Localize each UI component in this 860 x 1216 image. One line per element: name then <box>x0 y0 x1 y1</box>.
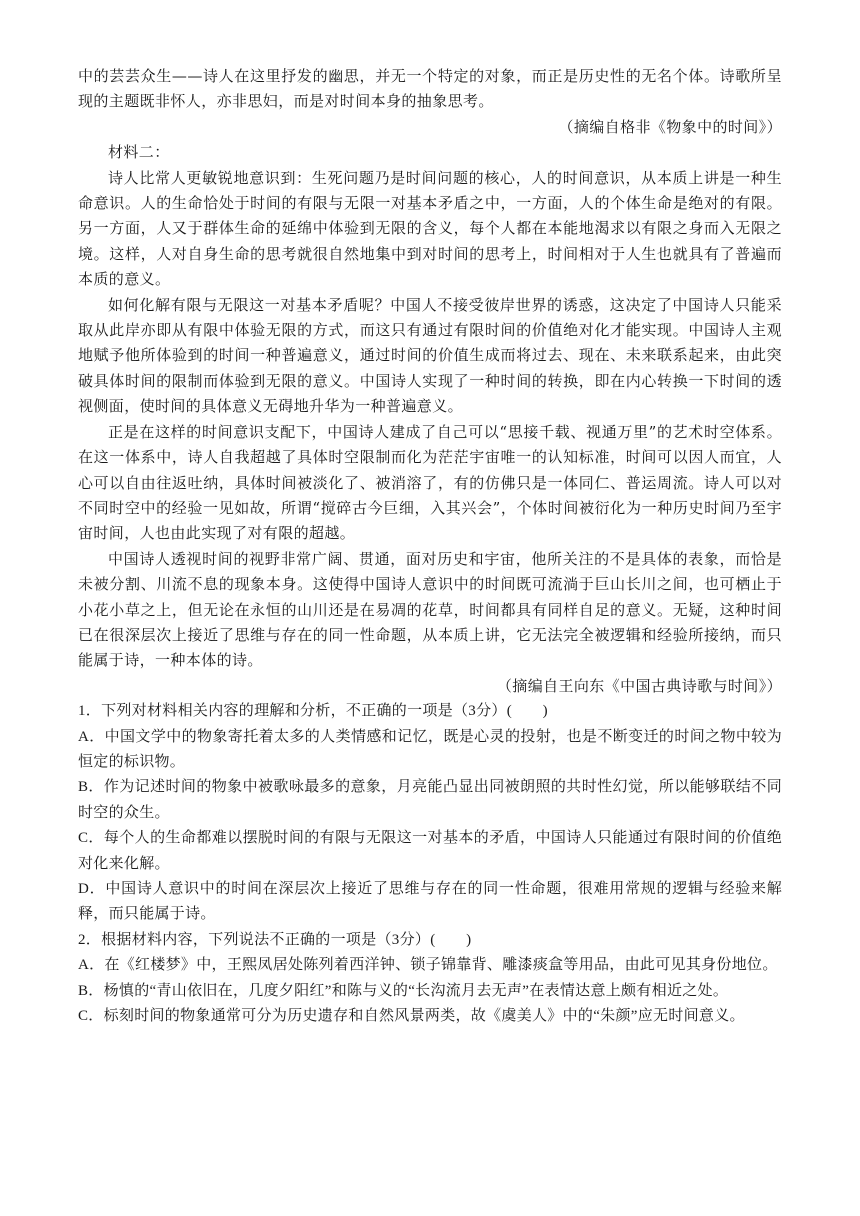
material2-paragraph-3: 正是在这样的时间意识支配下，中国诗人建成了自己可以“思接千载、视通万里”的艺术时空体系。在这一体系中，诗人自我超越了具体时空限制而化为茫茫宇宙唯一的认知标准，时间可以因人而宜，人心可以自由往返吐纳，具体时间被淡化了、被消溶了，有的仿佛只是一体同仁、普运周流。诗人可以对不同时空中的经验一见如故，所谓“搅碎古今巨细，入其兴会”，个体时间被衍化为一种历史时间乃至宇宙时间，人也由此实现了对有限的超越。 <box>78 422 782 543</box>
material2-label: 材料二： <box>108 143 170 162</box>
option-b: B．杨慎的“青山依旧在，几度夕阳红”和陈与义的“长沟流月去无声”在表情达意上颇有相近之处。 <box>78 982 729 999</box>
material2-paragraph-1: 诗人比常人更敏锐地意识到：生死问题乃是时间问题的核心，人的时间意识，从本质上讲是一种生命意识。人的生命恰处于时间的有限与无限一对基本矛盾之中，一方面，人的个体生命是绝对的有限。另一方面，人又于群体生命的延绵中体验到无限的含义，每个人都在本能地渴求以有限之身而入无限之境。这样，人对自身生命的思考就很自然地集中到对时间的思考上，时间相对于人生也就具有了普遍而本质的意义。 <box>78 168 782 289</box>
material2-paragraph-4: 中国诗人透视时间的视野非常广阔、贯通，面对历史和宇宙，他所关注的不是具体的表象，而恰是未被分割、川流不息的现象本身。这使得中国诗人意识中的时间既可流淌于巨山长川之间，也可栖止于小花小草之上，但无论在永恒的山川还是在易凋的花草，时间都具有同样自足的意义。无疑，这种时间已在很深层次上接近了思维与存在的同一性命题，从本质上讲，它无法完全被逻辑和经验所接纳，而只能属于诗，一种本体的诗。 <box>78 549 782 670</box>
option-a: A．在《红楼梦》中，王熙凤居处陈列着西洋钟、锁子锦靠背、雕漆痰盒等用品，由此可见其身份地位。 <box>78 957 778 974</box>
material1-tail-paragraph: 中的芸芸众生——诗人在这里抒发的幽思，并无一个特定的对象，而正是历史性的无名个体。诗歌所呈现的主题既非怀人，亦非思妇，而是对时间本身的抽象思考。 <box>78 67 782 111</box>
option-b: B．作为记述时间的物象中被歌咏最多的意象，月亮能凸显出同被朗照的共时性幻觉，所以能够联结不同时空的众生。 <box>78 779 782 821</box>
question-stem: 1．下列对材料相关内容的理解和分析，不正确的一项是（3分）( ) <box>78 703 548 720</box>
material1-source: （摘编自格非《物象中的时间》） <box>558 117 782 136</box>
option-a: A．中国文学中的物象寄托着太多的人类情感和记忆，既是心灵的投射，也是不断变迁的时间之物中较为恒定的标识物。 <box>78 728 782 770</box>
option-c: C．标刻时间的物象通常可分为历史遗存和自然风景两类，故《虞美人》中的“朱颜”应无时间意义。 <box>78 1008 745 1025</box>
question-stem: 2．根据材料内容，下列说法不正确的一项是（3分）( ) <box>78 931 472 948</box>
question-2 <box>78 928 782 1030</box>
material2-paragraph-2: 如何化解有限与无限这一对基本矛盾呢？中国人不接受彼岸世界的诱惑，这决定了中国诗人只能采取从此岸亦即从有限中体验无限的方式，而这只有通过有限时间的价值绝对化才能实现。中国诗人主观地赋予他所体验到的时间一种普遍意义，通过时间的价值生成而将过去、现在、未来联系起来，由此突破具体时间的限制而体验到无限的意义。中国诗人实现了一种时间的转换，即在内心转换一下时间的透视侧面，使时间的具体意义无碍地升华为一种普遍意义。 <box>78 295 782 416</box>
question-1 <box>78 699 782 928</box>
option-c: C．每个人的生命都难以摆脱时间的有限与无限这一对基本的矛盾，中国诗人只能通过有限时间的价值绝对化来化解。 <box>78 830 782 872</box>
option-d: D．中国诗人意识中的时间在深层次上接近了思维与存在的同一性命题，很难用常规的逻辑与经验来解释，而只能属于诗。 <box>78 881 782 923</box>
exam-page <box>78 64 782 1029</box>
material2-source: （摘编自王向东《中国古典诗歌与时间》） <box>496 676 782 695</box>
